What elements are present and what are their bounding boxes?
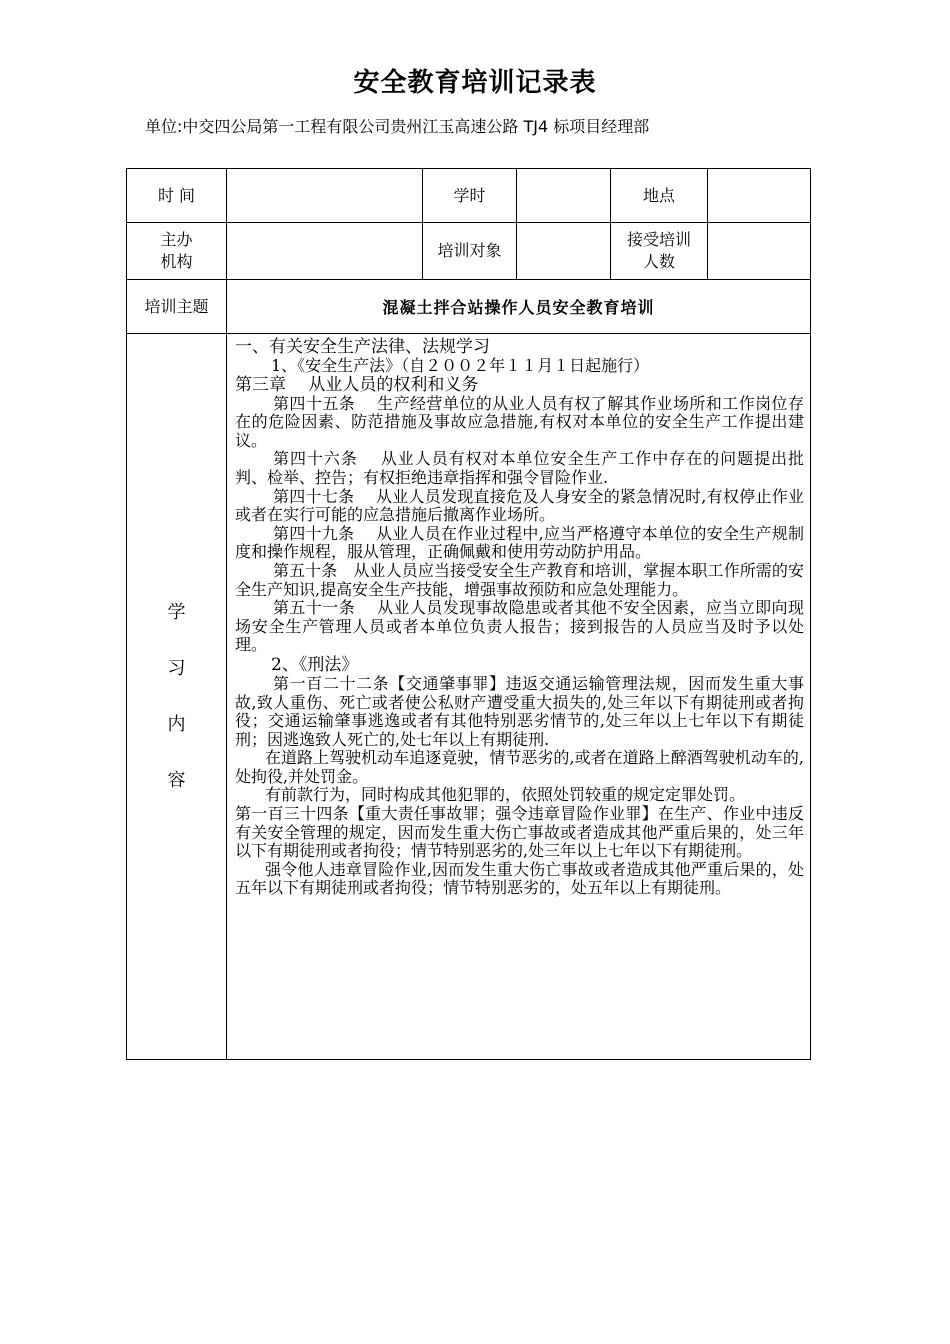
article-133: 第一百二十二条【交通肇事罪】违返交通运输管理法规，因而发生重大事故,致人重伤、死亡或者使公私财产遭受重大损失的,处三年以下有期徒刑或者拘役；交通运输肇事逃逸或者有其他特别恶劣情节的,处三年以上七年以下有期徒刑；因逃逸致人死亡的,处七年以上有期徒刑.	[235, 673, 804, 749]
training-record-table	[126, 168, 811, 1060]
content-body	[227, 334, 811, 1060]
topic-value: 混凝土拌合站操作人员安全教育培训	[227, 280, 811, 334]
article-51: 第五十一条 从业人员发现事故隐患或者其他不安全因素，应当立即向现场安全生产管理人员或者本单位负责人报告；接到报告的人员应当及时予以处理。	[235, 598, 804, 655]
host-value[interactable]	[227, 223, 423, 280]
count-label-line2: 人数	[642, 252, 675, 271]
place-label: 地点	[611, 169, 708, 223]
time-value[interactable]	[227, 169, 423, 223]
article-133-para3: 有前款行为，同时构成其他犯罪的，依照处罚较重的规定定罪处罚。	[265, 785, 746, 805]
content-label-char: 习	[167, 657, 186, 679]
topic-label: 培训主题	[127, 280, 227, 334]
law-title-1: 1、《安全生产法》（自２００２年１１月１日起施行）	[271, 356, 650, 375]
article-46: 第四十六条 从业人员有权对本单位安全生产工作中存在的问题提出批判、检举、控告；有权拒绝违章指挥和强令冒险作业.	[235, 449, 804, 487]
article-45: 第四十五条 生产经营单位的从业人员有权了解其作业场所和工作岗位存在的危险因素、防范措施及事故应急措施,有权对本单位的安全生产工作提出建议。	[235, 393, 804, 450]
hours-label: 学时	[423, 169, 517, 223]
time-label: 时 间	[127, 169, 227, 223]
host-label-line2: 机构	[160, 252, 193, 271]
content-label	[127, 334, 227, 1060]
content-label-char: 容	[167, 769, 186, 791]
law-title-2: 2、《刑法》	[271, 654, 359, 675]
article-134: 第一百三十四条【重大责任事故罪；强令违章冒险作业罪】在生产、作业中违反有关安全管理的规定，因而发生重大伤亡事故或者造成其他严重后果的，处三年以下有期徒刑或者拘役；情节特别恶劣的,处三年以上七年以下有期徒刑。	[235, 804, 804, 861]
hours-value[interactable]	[517, 169, 611, 223]
host-label	[127, 223, 227, 280]
count-value[interactable]	[708, 223, 811, 280]
article-49: 第四十九条 从业人员在作业过程中,应当严格遵守本单位的安全生产规制度和操作规程，服从管理，正确佩戴和使用劳动防护用品。	[235, 523, 804, 562]
host-label-line1: 主办	[160, 230, 193, 249]
article-133-para2: 在道路上驾驶机动车追逐竟驶，情节恶劣的,或者在道路上醉酒驾驶机动车的,处拘役,并处罚金。	[235, 748, 804, 786]
article-47: 第四十七条 从业人员发现直接危及人身安全的紧急情况时,有权停止作业或者在实行可能的应急措施后撤离作业场所。	[235, 486, 804, 525]
article-50: 第五十条 从业人员应当接受安全生产教育和培训，掌握本职工作所需的安全生产知识,提高安全生产技能，增强事故预防和应急处理能力。	[235, 560, 804, 599]
target-value[interactable]	[517, 223, 611, 280]
place-value[interactable]	[708, 169, 811, 223]
content-label-char: 内	[167, 713, 186, 735]
content-label-char: 学	[167, 601, 186, 623]
count-label	[611, 223, 708, 280]
target-label: 培训对象	[423, 223, 517, 280]
chapter-heading: 第三章 从业人员的权利和义务	[235, 374, 479, 395]
count-label-line1: 接受培训	[626, 230, 691, 249]
page-title: 安全教育培训记录表	[353, 68, 597, 98]
article-134-para2: 强令他人违章冒险作业,因而发生重大伤亡事故或者造成其他严重后果的，处五年以下有期徒刑或者拘役；情节特别恶劣的，处五年以上有期徒刑。	[235, 859, 804, 898]
unit-line: 单位:中交四公局第一工程有限公司贵州江玉高速公路 TJ4 标项目经理部	[145, 117, 650, 136]
section-heading: 一、有关安全生产法律、法规学习	[235, 337, 490, 357]
